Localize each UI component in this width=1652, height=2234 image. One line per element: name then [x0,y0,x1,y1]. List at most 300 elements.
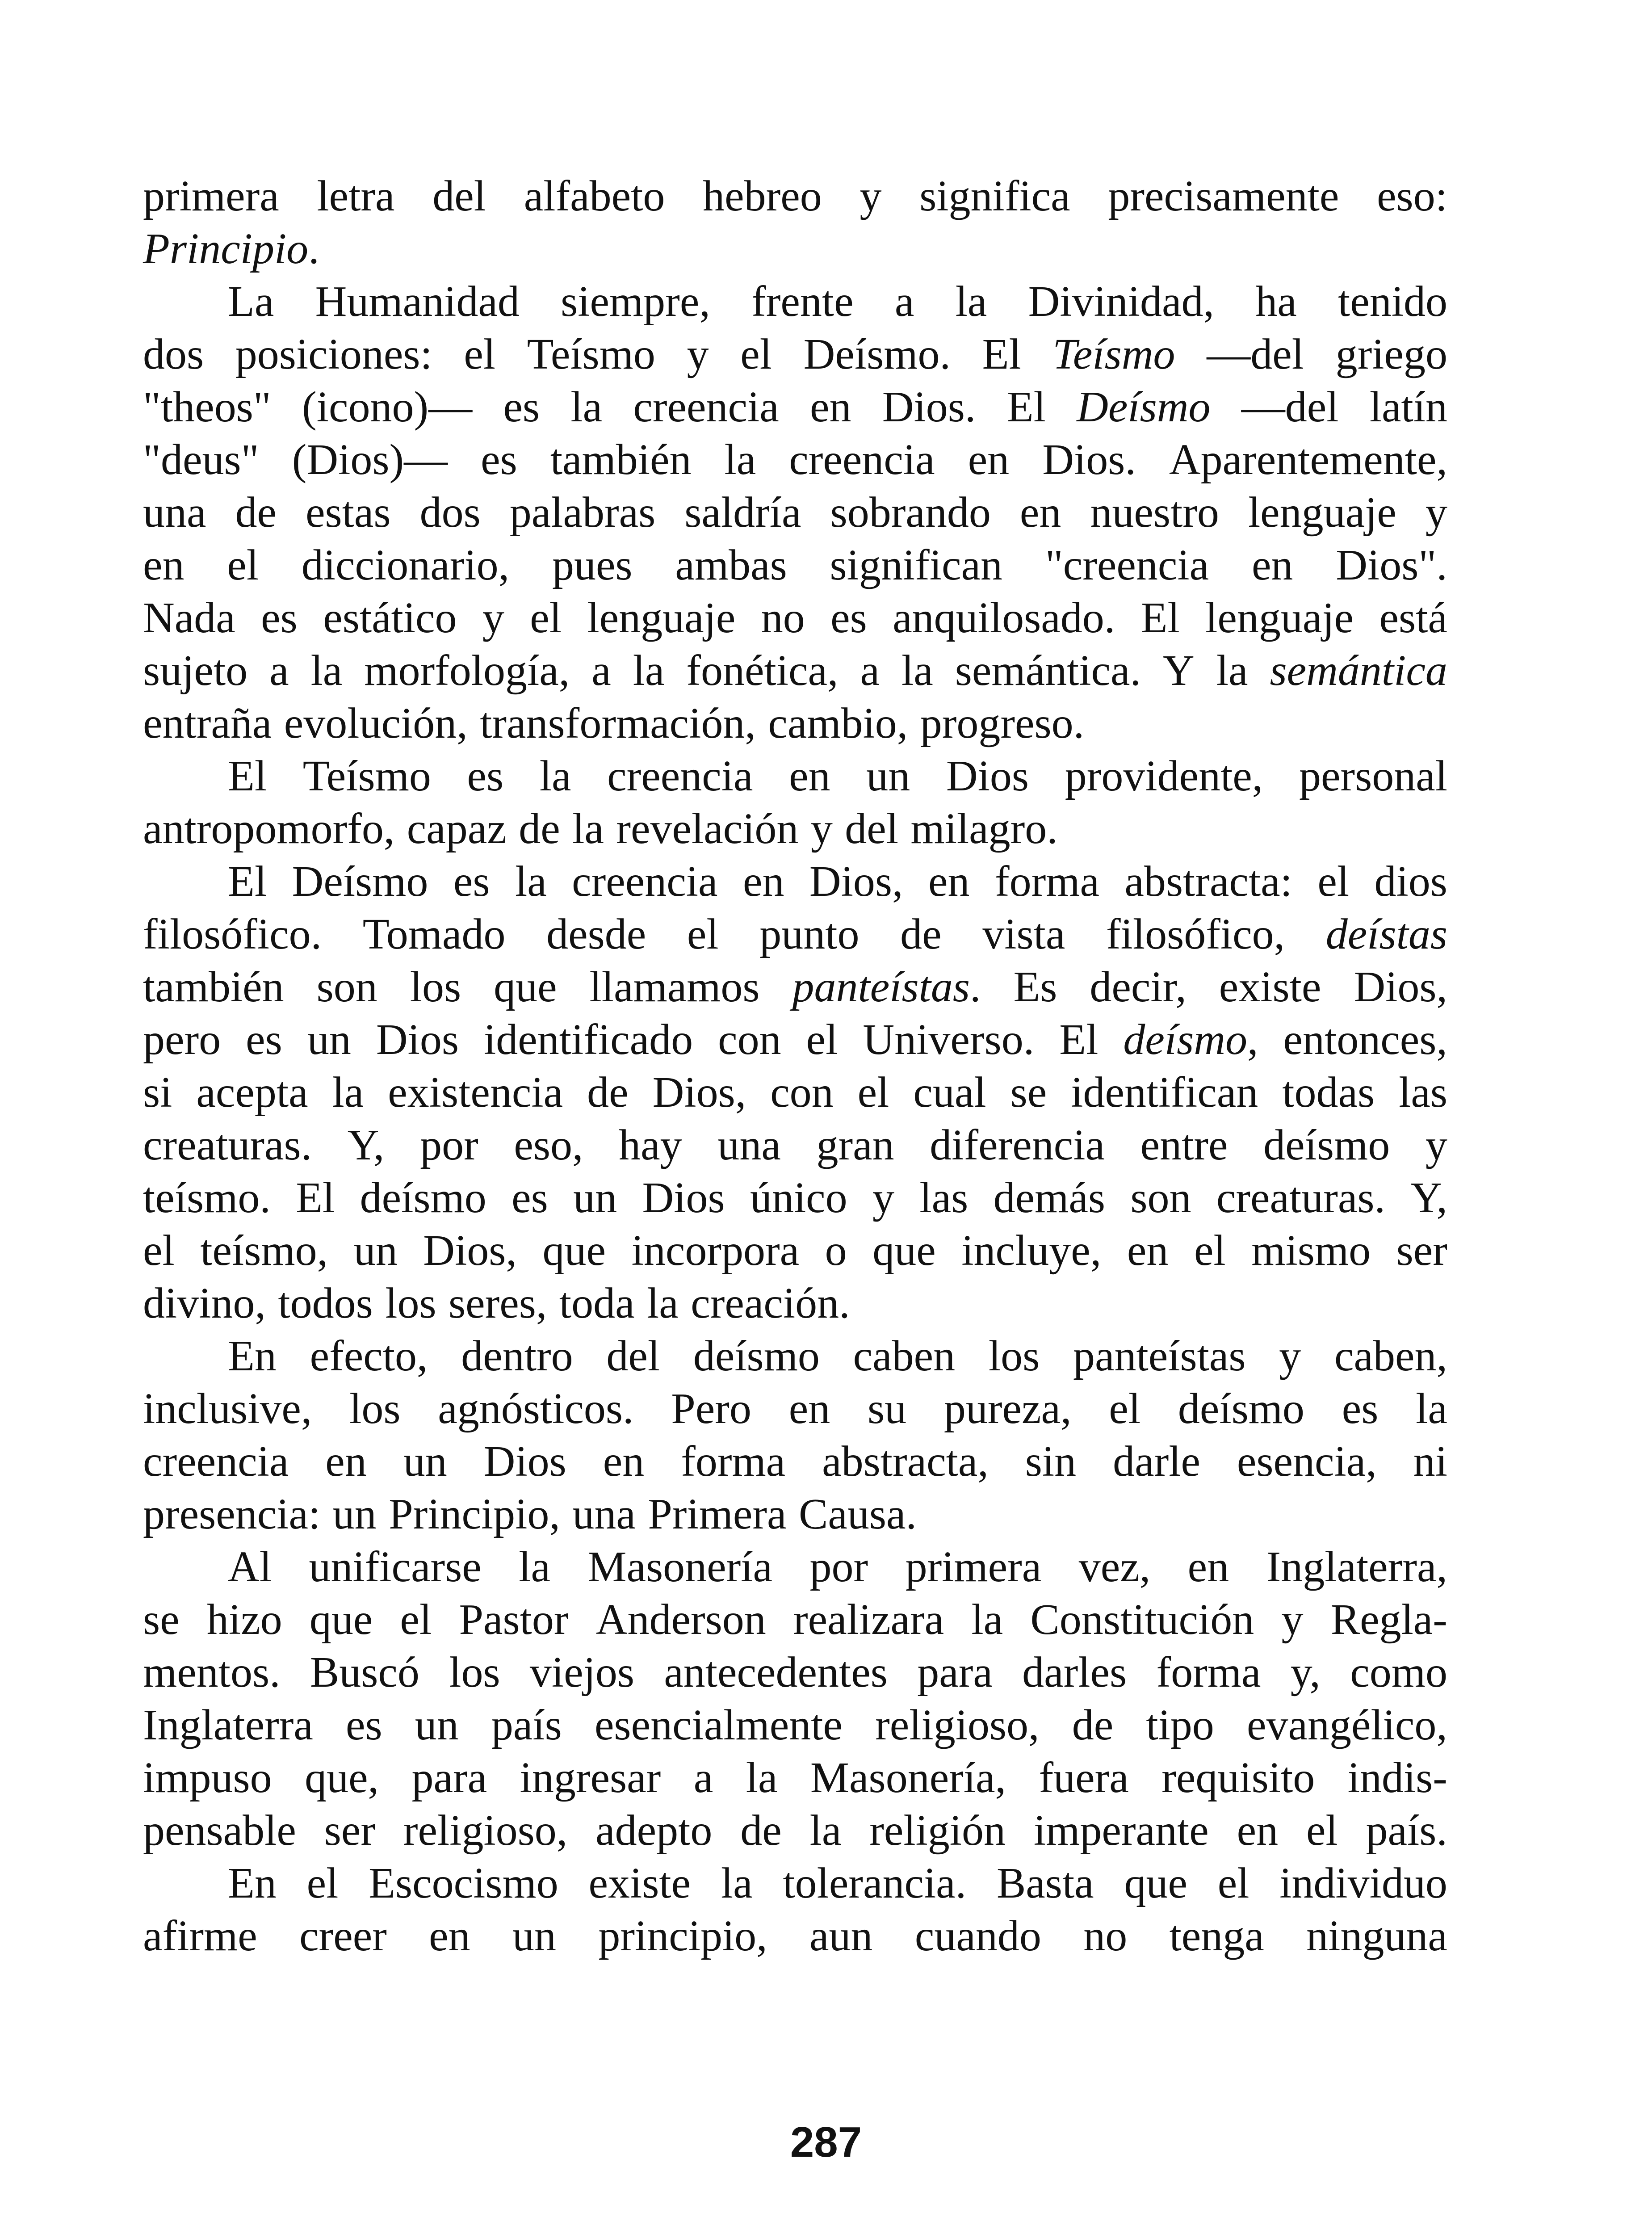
word: Humanidad [315,277,520,326]
word: y [1425,1121,1447,1169]
word: El [982,330,1021,378]
word: abstracta: [1124,857,1292,906]
text-line [143,170,1447,223]
word: y [1279,1332,1301,1380]
word: la [572,805,604,853]
word: también [550,436,692,484]
word: creación. [691,1279,850,1327]
word: evangélico, [1246,1701,1447,1749]
word: incorpora [631,1226,800,1275]
word: Inglaterra, [1266,1543,1447,1591]
word: con [770,1068,834,1117]
word: cual [913,1068,986,1117]
word: un [866,752,910,800]
word: personal [1299,752,1447,800]
word: acepta [196,1068,308,1117]
word: ambas [675,541,787,589]
word: "creencia [1045,541,1209,589]
text-line [143,539,1447,592]
text-line [143,1119,1447,1172]
word: fuera [1039,1754,1129,1802]
word: el [1217,1859,1249,1907]
word: Principio, [389,1490,560,1538]
word: Constitución [1030,1596,1254,1644]
word: principio, [598,1912,767,1960]
word: Y [1163,647,1195,695]
word: deísmo, [1123,1016,1258,1064]
word: esencia, [1237,1437,1377,1486]
word: en [810,383,851,431]
text-line [143,1382,1447,1435]
word: siempre, [561,277,710,326]
word: significan [830,541,1002,589]
word: en [1187,1543,1229,1591]
text-line [143,381,1447,433]
word: el [806,1016,838,1064]
word: deístas [1325,910,1447,958]
word: forma [681,1437,786,1486]
word: alfabeto [524,172,665,220]
text-line [143,1224,1447,1277]
word: En [228,1332,277,1380]
word: todos [278,1279,373,1327]
word: dentro [461,1332,573,1380]
text-line [143,1172,1447,1224]
word: todas [1282,1068,1375,1117]
text-line [143,1541,1447,1593]
word: las [919,1174,969,1222]
word: Teísmo [302,752,431,800]
word: lenguaje [1248,488,1396,537]
word: en [788,1385,830,1433]
word: la [539,752,571,800]
word: su [867,1385,907,1433]
word: precisamente [1108,172,1339,220]
word: adepto [595,1806,713,1855]
word: en [742,857,784,906]
word: pensable [143,1806,296,1855]
text-line [143,961,1447,1013]
word: la [955,277,987,326]
word: Deísmo [292,857,428,906]
word: Al [228,1543,272,1591]
word: Dios [376,1016,459,1064]
word: cuando [914,1912,1041,1960]
word: y [860,172,882,220]
text-line [143,1910,1447,1962]
word: y [1281,1596,1304,1644]
word: el [1306,1806,1338,1855]
word: por [809,1543,868,1591]
word: frente [751,277,854,326]
word: nuestro [1090,488,1219,537]
word: El [296,1174,335,1222]
word: filosófico, [1106,910,1285,958]
word: en [325,1437,367,1486]
word: en [928,857,970,906]
word: la [515,857,547,906]
text-line [143,275,1447,328]
word: existe [588,1859,691,1907]
word: palabras [509,488,656,537]
text-line [143,855,1447,908]
word: ninguna [1306,1912,1447,1960]
word: impuso [143,1754,272,1802]
word: incluye, [961,1226,1102,1275]
word: que [1124,1859,1187,1907]
word: tenga [1169,1912,1264,1960]
word: la [746,1754,778,1802]
word: una [572,1490,636,1538]
word: agnósticos. [438,1385,634,1433]
word: antecedentes [664,1648,888,1696]
word: hebreo [703,172,822,220]
word: son [316,963,377,1011]
text-line [143,328,1447,381]
word: la [633,647,665,695]
word: de [900,910,942,958]
text-line [143,1699,1447,1751]
word: religioso, [875,1701,1040,1749]
word: Deísmo. [803,330,951,378]
word: los [349,1385,401,1433]
word: existencia [388,1068,563,1117]
word: como [1350,1648,1447,1696]
word: hizo [206,1596,282,1644]
word: que [872,1226,936,1275]
page-number: 287 [790,2118,862,2166]
word: religioso, [403,1806,568,1855]
word: los [385,1279,436,1327]
word: vista [982,910,1065,958]
text-line [143,1646,1447,1699]
word: un [573,1174,617,1222]
text-line [143,1857,1447,1910]
word: filosófico. [143,910,322,958]
word: revelación [616,805,799,853]
word: sin [1025,1437,1077,1486]
word: en [143,541,184,589]
word: providente, [1065,752,1263,800]
text-line [143,750,1447,802]
text-line [143,802,1447,855]
word: toda [559,1279,635,1327]
word: efecto, [310,1332,428,1380]
word: el [143,1226,175,1275]
word: y, [1290,1648,1321,1696]
word: a [860,647,880,695]
word: semántica [1270,647,1447,695]
word: inclusive, [143,1385,312,1433]
text-line [143,644,1447,697]
word: llamamos [589,963,760,1011]
word: mismo [1251,1226,1371,1275]
word: tolerancia. [783,1859,967,1907]
text-line [143,223,1447,275]
word: el [857,1068,889,1117]
word: el [400,1596,432,1644]
word: dos [143,330,204,378]
word: no [761,594,805,642]
word: la [310,647,343,695]
word: eso: [1377,172,1447,220]
word: ni [1413,1437,1447,1486]
word: en [1237,1806,1279,1855]
word: de [235,488,277,537]
word: entraña [143,699,272,747]
word: decir, [1090,963,1187,1011]
word: sujeto [143,647,248,695]
word: forma [1156,1648,1261,1696]
word: un [353,1226,398,1275]
word: estas [306,488,391,537]
word: ingresar [520,1754,661,1802]
word: darles [1022,1648,1127,1696]
word: Y, [347,1121,385,1169]
word: panteístas. [792,963,981,1011]
word: sobrando [830,488,991,537]
word: creencia [789,436,935,484]
word: individuo [1279,1859,1447,1907]
word: un [512,1912,557,1960]
word: a [894,277,914,326]
word: un [415,1701,459,1749]
word: Basta [996,1859,1094,1907]
word: Regla- [1330,1596,1447,1644]
word: evolución, [284,699,468,747]
word: Dios, [423,1226,517,1275]
word: Anderson [595,1596,766,1644]
word: Dios, [652,1068,746,1117]
word: pues [552,541,633,589]
word: caben [853,1332,956,1380]
word: lenguaje [1205,594,1354,642]
word: dios [1374,857,1447,906]
word: que, [305,1754,379,1802]
word: que [309,1596,373,1644]
word: la [809,1806,842,1855]
word: y [1425,488,1447,537]
word: Dios". [1336,541,1447,589]
word: único [750,1174,847,1222]
word: Causa. [798,1490,917,1538]
word: El [1059,1016,1099,1064]
word: la [570,383,603,431]
word: país [491,1701,562,1749]
word: si [143,1068,172,1117]
word: del [606,1332,660,1380]
word: Teísmo [527,330,655,378]
word: hay [619,1121,682,1169]
word: a [591,647,611,695]
text-line [143,433,1447,486]
word: Primera [648,1490,787,1538]
word: en [429,1912,470,1960]
word: pureza, [943,1385,1072,1433]
word: y [482,594,504,642]
word: anquilosado. [893,594,1115,642]
word: a [269,647,289,695]
word: también [143,963,284,1011]
word: el [687,910,719,958]
word: país. [1366,1806,1447,1855]
word: tenido [1338,277,1447,326]
word: La [228,277,274,326]
word: teísmo, [200,1226,328,1275]
text-line [143,1330,1447,1382]
word: creaturas. [1216,1174,1385,1222]
word: realizara [793,1596,944,1644]
word: la [724,436,756,484]
word: posiciones: [235,330,432,378]
word: la [721,1859,753,1907]
word: para [411,1754,487,1802]
word: desde [546,910,646,958]
word: seres, [449,1279,547,1327]
word: saldría [684,488,801,537]
word: significa [919,172,1070,220]
word: que [542,1226,606,1275]
word: de [740,1806,782,1855]
text-line [143,1751,1447,1804]
word: panteístas [1073,1332,1246,1380]
word: un [403,1437,447,1486]
word: un [307,1016,351,1064]
word: letra [317,172,395,220]
word: Dios, [809,857,903,906]
word: capaz [407,805,507,853]
word: se [143,1596,180,1644]
word: la [519,1543,550,1591]
word: indis- [1347,1754,1447,1802]
word: divino, [143,1279,266,1327]
word: y [687,330,709,378]
word: afirme [143,1912,257,1960]
word: en [1019,488,1061,537]
text-line [143,1435,1447,1488]
text-line [143,486,1447,539]
word: latín [1369,383,1447,431]
text-line [143,1593,1447,1646]
word: fonética, [686,647,839,695]
word: tipo [1146,1701,1214,1749]
word: una [143,488,206,537]
word: deísmo [360,1174,486,1222]
word: y [872,1174,895,1222]
word: el [530,594,562,642]
word: morfología, [364,647,570,695]
word: Nada [143,594,235,642]
word: de [519,805,560,853]
word: (icono)— [302,383,473,431]
word: no [1083,1912,1128,1960]
word: la [1216,647,1248,695]
word: el [1317,857,1350,906]
word: deísmo [1178,1385,1304,1433]
word: lenguaje [587,594,736,642]
word: —del [1207,330,1304,378]
word: la [901,647,933,695]
word: es [830,594,867,642]
word: Inglaterra [143,1701,313,1749]
word: Dios [642,1174,725,1222]
word: Divinidad, [1028,277,1215,326]
word: teísmo. [143,1174,271,1222]
word: pero [143,1016,221,1064]
word: "theos" [143,383,271,431]
word: dos [419,488,481,537]
word: es [512,1174,548,1222]
word: deísmo [1263,1121,1390,1169]
word: del [845,805,899,853]
word: gran [816,1121,894,1169]
word: demás [993,1174,1105,1222]
word: religión [869,1806,1006,1855]
word: Y, [1410,1174,1447,1222]
word: Dios, [1354,963,1447,1011]
word: entre [1140,1121,1228,1169]
text-line [143,1488,1447,1541]
word: transformación, [480,699,756,747]
word: en [1251,541,1293,589]
word: creencia [572,857,718,906]
word: una [717,1121,781,1169]
word: aun [809,1912,873,1960]
word: el [740,330,772,378]
word: la [971,1596,1003,1644]
word: los [449,1648,500,1696]
word: "deus" [143,436,259,484]
word: un [332,1490,377,1538]
word: Aparentemente, [1169,436,1447,484]
word: presencia: [143,1490,321,1538]
word: estático [323,594,457,642]
body-text [143,170,1447,1962]
word: antropomorfo, [143,805,395,853]
text-line [143,1804,1447,1857]
word: Es [1013,963,1057,1011]
word: primera [905,1543,1042,1591]
text-line [143,592,1447,644]
word: es [261,594,298,642]
word: caben, [1334,1332,1447,1380]
word: el [1109,1385,1141,1433]
text-line [143,1277,1447,1330]
word: ser [324,1806,375,1855]
word: del [432,172,486,220]
word: son [1130,1174,1191,1222]
text-line [143,1013,1447,1066]
word: mentos. [143,1648,281,1696]
word: unificarse [309,1543,482,1591]
word: para [917,1648,993,1696]
word: diferencia [930,1121,1105,1169]
word: existe [1219,963,1321,1011]
word: El [1006,383,1046,431]
word: o [825,1226,847,1275]
word: diccionario, [301,541,510,589]
word: creencia [633,383,779,431]
word: en [603,1437,645,1486]
word: Dios. [1042,436,1136,484]
word: imperante [1033,1806,1209,1855]
word: en [789,752,830,800]
word: las [1399,1068,1447,1117]
word: Principio. [143,225,319,273]
word: cambio, [768,699,908,747]
word: viejos [529,1648,634,1696]
word: en [968,436,1010,484]
